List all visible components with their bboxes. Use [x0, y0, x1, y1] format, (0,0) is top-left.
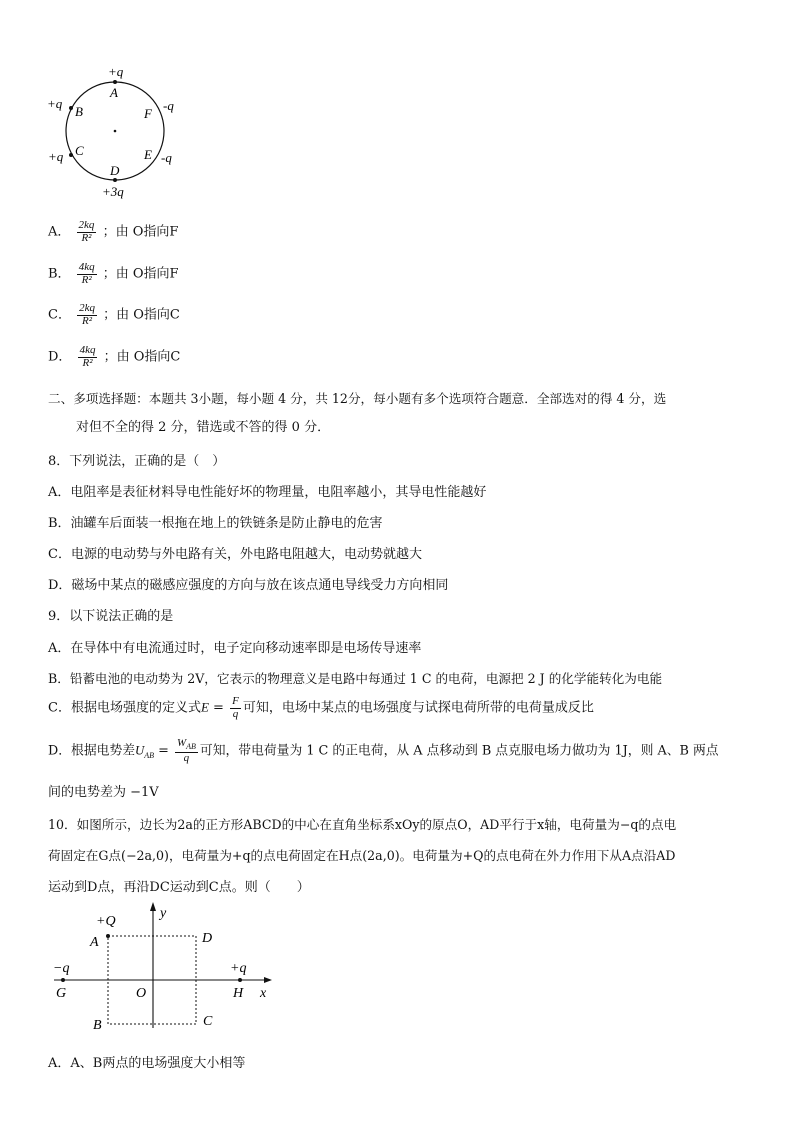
- dot-A: [113, 80, 117, 84]
- q9-option-c[interactable]: C．根据电场强度的定义式E = $\frac{F}{q}$ 可知，电场中某点的电场强度与试探电荷所带的电荷量成反比: [48, 695, 594, 720]
- x-axis-arrow: [264, 977, 272, 983]
- label-y: y: [160, 906, 167, 921]
- charge-B: +q: [47, 96, 63, 111]
- q7-option-a[interactable]: A． $\frac{2kq}{\text{R²}}$ ；由 O指向F: [48, 219, 179, 244]
- label-F: F: [144, 106, 152, 121]
- charge-D: +3q: [102, 184, 124, 199]
- label-H: H: [233, 986, 244, 1001]
- q8-option-a[interactable]: A．电阻率是表征材料导电性能好坏的物理量，电阻率越小，其导电性能越好: [48, 485, 487, 500]
- q9-option-d-cont: 间的电势差为 −1V: [48, 785, 159, 800]
- q8-option-d[interactable]: D．磁场中某点的磁感应强度的方向与放在该点通电导线受力方向相同: [48, 578, 449, 593]
- section2-line1: 二、多项选择题：本题共 3小题，每小题 4 分，共 12分，每小题有多个选项符合题意．全部选对的得 4 分，选: [48, 391, 667, 406]
- y-axis-arrow: [150, 902, 156, 911]
- section2-line2: 对但不全的得 2 分，错选或不答的得 0 分．: [76, 420, 331, 435]
- label-plusQ: +Q: [96, 914, 116, 929]
- square-coordinate-figure: [46, 896, 286, 1036]
- label-B: B: [93, 1018, 102, 1033]
- charge-F: -q: [163, 98, 174, 113]
- fraction: $\frac{4kq}{\text{R²}}$: [79, 344, 96, 369]
- label-plusq: +q: [230, 961, 247, 976]
- label-C: C: [75, 143, 84, 158]
- point-H: [238, 978, 242, 982]
- label-x: x: [260, 986, 267, 1001]
- label-A: A: [110, 85, 118, 100]
- q10-option-a[interactable]: A．A、B两点的电场强度大小相等: [48, 1056, 246, 1071]
- q10-line3: 运动到D点，再沿DC运动到C点。则（ ）: [48, 880, 310, 895]
- q8-option-b[interactable]: B．油罐车后面装一根拖在地上的铁链条是防止静电的危害: [48, 516, 383, 531]
- dot-C: [69, 153, 73, 157]
- q10-line1: 10．如图所示，边长为2a的正方形ABCD的中心在直角坐标系xOy的原点O，AD平行于x轴，电荷量为−q的点电: [48, 817, 677, 832]
- point-G: [61, 978, 65, 982]
- label-minusq: −q: [53, 961, 70, 976]
- label-G: G: [56, 986, 67, 1001]
- q9-stem: 9．以下说法正确的是: [48, 609, 174, 624]
- fraction: $\frac{W_{AB}}{q}$: [176, 737, 196, 764]
- q7-option-b[interactable]: B． $\frac{4kq}{\text{R²}}$ ；由 O指向F: [48, 261, 179, 286]
- label-D: D: [110, 163, 120, 178]
- label-A: A: [90, 935, 99, 950]
- label-O: O: [136, 986, 147, 1001]
- q9-option-d[interactable]: D．根据电势差$U_{AB}$ = $\frac{W_{AB}}{q}$ 可知，带电荷量为 1 C 的正电荷，从 A 点移动到 B 点克服电场力做功为 1J，则 A、B 两点: [48, 737, 719, 764]
- q9-option-a[interactable]: A．在导体中有电流通过时，电子定向移动速率即是电场传导速率: [48, 641, 422, 656]
- q7-option-d[interactable]: D． $\frac{4kq}{\text{R²}}$ ；由 O指向C: [48, 344, 181, 369]
- charge-circle-figure: [40, 62, 190, 202]
- label-B: B: [75, 104, 83, 119]
- dot-B: [69, 106, 73, 110]
- q8-stem: 8．下列说法，正确的是（ ）: [48, 454, 226, 469]
- q9-option-b[interactable]: B．铅蓄电池的电动势为 2V，它表示的物理意义是电路中每通过 1 C 的电荷，电源把 2 J 的化学能转化为电能: [48, 671, 663, 686]
- point-A: [106, 934, 110, 938]
- charge-E: -q: [161, 150, 172, 165]
- label-D: D: [202, 931, 213, 946]
- label-E: E: [144, 147, 152, 162]
- fraction: $\frac{2kq}{\text{R²}}$: [79, 302, 95, 327]
- center-dot: [114, 130, 117, 133]
- q10-line2: 荷固定在G点(−2a,0)，电荷量为+q的点电荷固定在H点(2a,0)。电荷量为+Q的点电荷在外力作用下从A点沿AD: [48, 848, 676, 863]
- q7-option-c[interactable]: C． $\frac{2kq}{\text{R²}}$ ；由 O指向C: [48, 302, 180, 327]
- fraction: $\frac{F}{q}$: [232, 695, 239, 720]
- q8-option-c[interactable]: C．电源的电动势与外电路有关，外电路电阻越大，电动势就越大: [48, 547, 422, 562]
- charge-C: +q: [48, 149, 64, 164]
- fraction: $\frac{2kq}{\text{R²}}$: [78, 219, 95, 244]
- fraction: $\frac{4kq}{\text{R²}}$: [78, 261, 95, 286]
- dot-D: [113, 178, 117, 182]
- label-C: C: [203, 1014, 213, 1029]
- charge-A: +q: [108, 64, 124, 79]
